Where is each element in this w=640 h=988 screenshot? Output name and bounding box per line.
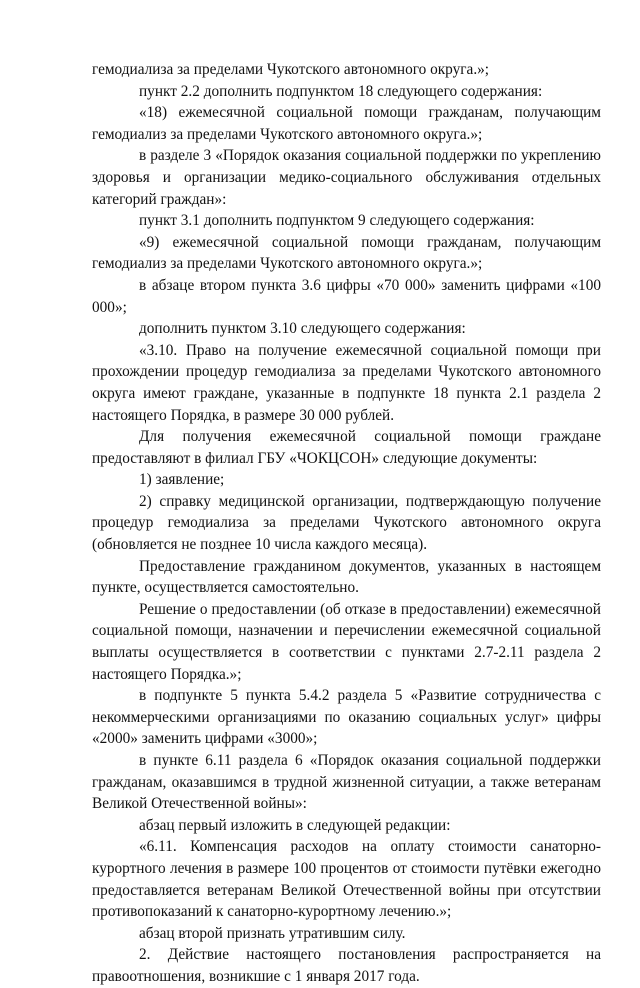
- paragraph-12: 2) справку медицинской организации, подтверждающую получение процедур гемодиализа за пределами Чукотского автономного округа (обновляется не позднее 10 числа каждого месяца).: [92, 492, 601, 554]
- paragraph-3: «18) ежемесячной социальной помощи гражданам, получающим гемодиализ за пределами Чукотского автономного округа.»;: [92, 104, 601, 143]
- paragraph-18: «6.11. Компенсация расходов на оплату стоимости санаторно-курортного лечения в размере 100 процентов от стоимости путёвки ежегодно предоставляется ветеранам Великой Отечественной войны при отсутствии противопоказаний к санаторно-курортному лечению.»;: [92, 838, 601, 921]
- paragraph-16: в пункте 6.11 раздела 6 «Порядок оказания социальной поддержки гражданам, оказавшимся в трудной жизненной ситуации, а также ветеранам Великой Отечественной войны»:: [92, 752, 601, 813]
- paragraph-20: 2. Действие настоящего постановления распространяется на правоотношения, возникшие с 1 января 2017 года.: [92, 946, 601, 985]
- paragraph-9: «3.10. Право на получение ежемесячной социальной помощи при прохождении процедур гемодиализа за пределами Чукотского автономного округа имеют граждане, указанные в подпункте 18 пункта 2.1 раздела 2 настоящего Порядка, в размере 30 000 рублей.: [92, 341, 601, 424]
- paragraph-4: в разделе 3 «Порядок оказания социальной поддержки по укреплению здоровья и организации медико-социального обслуживания отдельных категорий граждан»:: [92, 147, 601, 208]
- paragraph-1: гемодиализа за пределами Чукотского автономного округа.»;: [92, 61, 490, 78]
- paragraph-7: в абзаце втором пункта 3.6 цифры «70 000» заменить цифрами «100 000»;: [92, 276, 601, 316]
- paragraph-6: «9) ежемесячной социальной помощи гражданам, получающим гемодиализ за пределами Чукотского автономного округа.»;: [92, 233, 601, 273]
- paragraph-15: в подпункте 5 пункта 5.4.2 раздела 5 «Развитие сотрудничества с некоммерческими организациями по оказанию социальных услуг» цифры «2000» заменить цифрами «3000»;: [92, 687, 601, 748]
- paragraph-11: 1) заявление;: [139, 471, 225, 489]
- paragraph-13: Предоставление гражданином документов, указанных в настоящем пункте, осуществляется самостоятельно.: [92, 557, 601, 597]
- paragraph-19: абзац второй признать утратившим силу.: [139, 924, 406, 942]
- paragraph-10: Для получения ежемесячной социальной помощи граждане предоставляют в филиал ГБУ «ЧОКЦСОН» следующие документы:: [92, 428, 601, 467]
- paragraph-5: пункт 3.1 дополнить подпунктом 9 следующего содержания:: [139, 212, 535, 230]
- paragraph-2: пункт 2.2 дополнить подпунктом 18 следующего содержания:: [139, 82, 543, 100]
- paragraph-17: абзац первый изложить в следующей редакции:: [139, 816, 451, 834]
- document-page: [92, 59, 601, 988]
- paragraph-14: Решение о предоставлении (об отказе в предоставлении) ежемесячной социальной помощи, назначении и перечислении ежемесячной социальной выплаты осуществляется в соответствии с пунктами 2.7-2.11 раздела 2 настоящего Порядка.»;: [92, 600, 601, 683]
- paragraph-8: дополнить пунктом 3.10 следующего содержания:: [139, 320, 466, 338]
